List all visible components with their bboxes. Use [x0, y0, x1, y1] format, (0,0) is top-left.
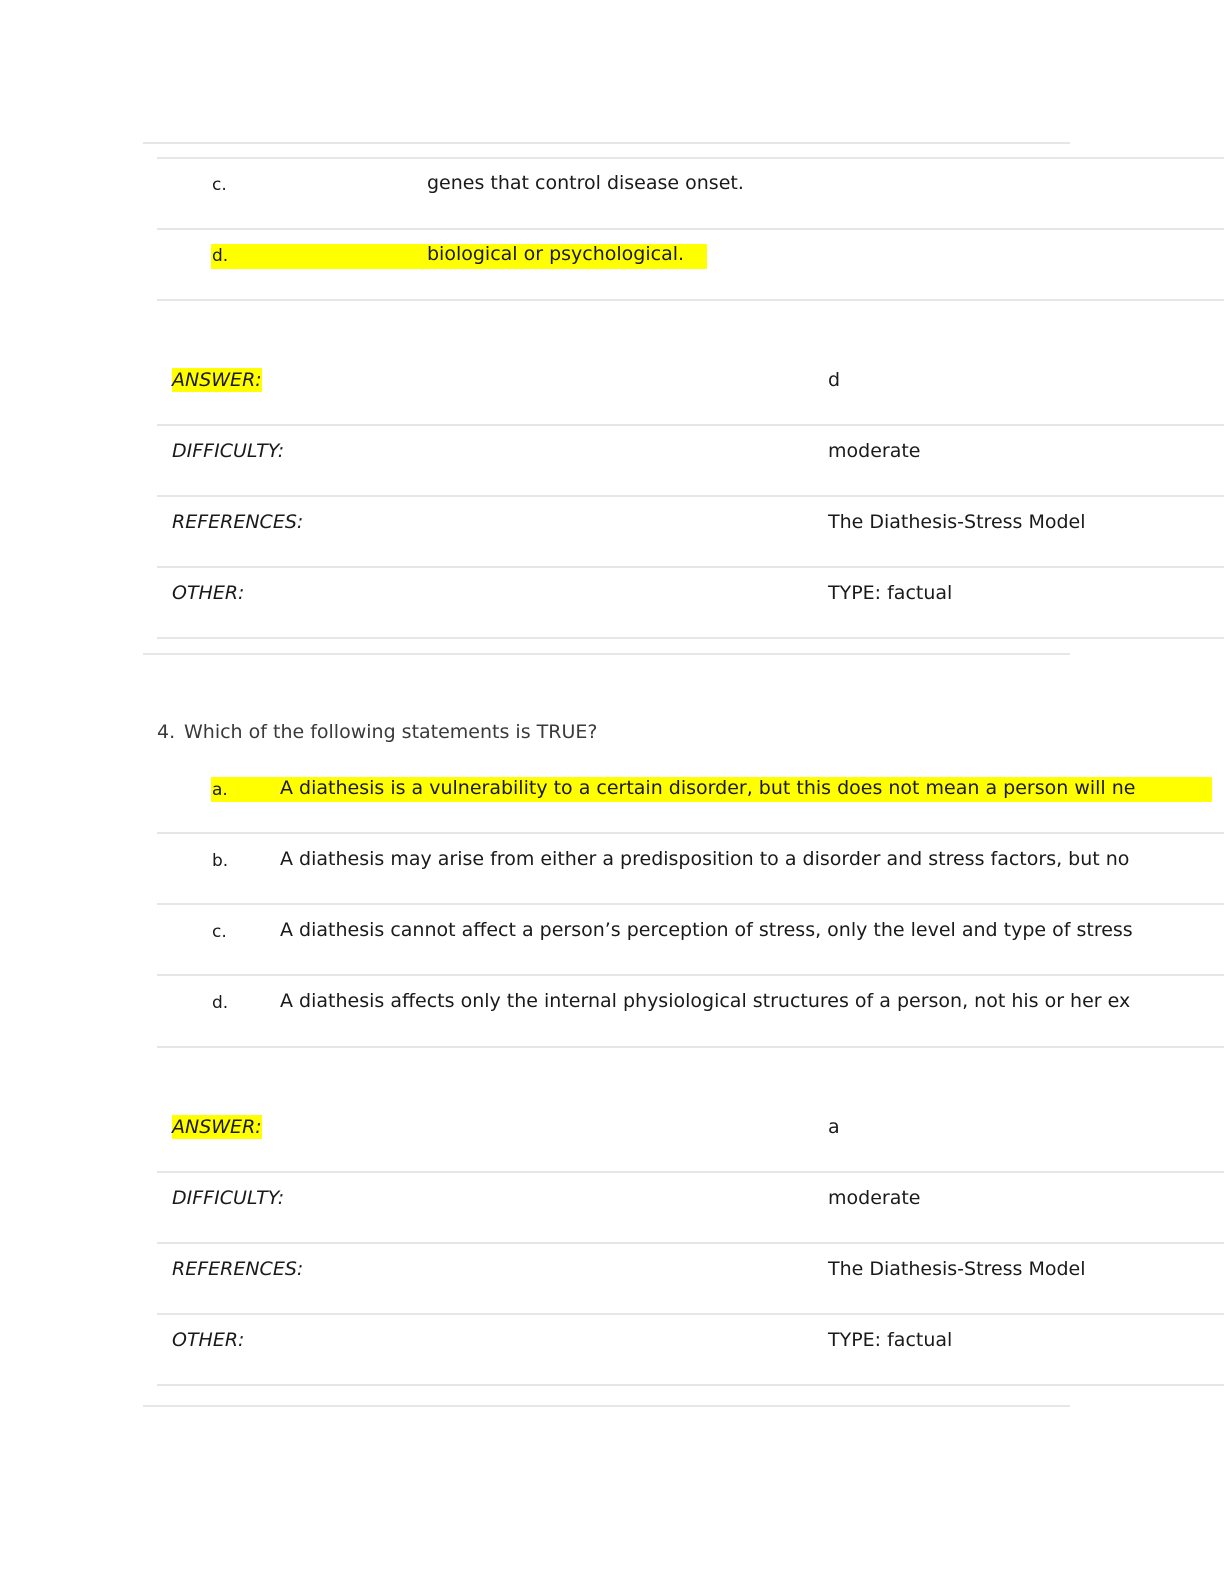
- answer-value: a: [828, 1116, 840, 1138]
- choice-letter: d.: [212, 246, 229, 266]
- answer-label: ANSWER:: [172, 369, 262, 391]
- row-divider: [157, 637, 1224, 639]
- row-divider: [157, 1384, 1224, 1386]
- row-divider: [157, 1242, 1224, 1244]
- row-divider: [157, 832, 1224, 834]
- row-divider: [157, 1046, 1224, 1048]
- references-value: The Diathesis-Stress Model: [828, 511, 1086, 533]
- question-text: Which of the following statements is TRUE?: [184, 721, 598, 743]
- row-divider: [157, 974, 1224, 976]
- other-label: OTHER:: [172, 582, 245, 604]
- row-divider: [157, 228, 1224, 230]
- row-divider: [157, 495, 1224, 497]
- choice-letter: c.: [212, 175, 227, 195]
- row-divider: [157, 424, 1224, 426]
- row-divider: [157, 566, 1224, 568]
- choice-text: genes that control disease onset.: [427, 172, 744, 194]
- choice-letter: c.: [212, 922, 227, 942]
- references-label: REFERENCES:: [172, 511, 304, 533]
- choice-text: A diathesis is a vulnerability to a certain disorder, but this does not mean a person will ne: [280, 777, 1136, 799]
- answer-value: d: [828, 369, 841, 391]
- row-divider: [157, 1171, 1224, 1173]
- choice-text: biological or psychological.: [427, 243, 685, 265]
- choice-letter: a.: [212, 780, 228, 800]
- difficulty-label: DIFFICULTY:: [172, 440, 285, 462]
- choice-letter: b.: [212, 851, 229, 871]
- choice-text: A diathesis cannot affect a person’s perception of stress, only the level and type of stress: [280, 919, 1133, 941]
- other-value: TYPE: factual: [828, 1329, 953, 1351]
- row-divider: [157, 157, 1224, 159]
- choice-letter: d.: [212, 993, 229, 1013]
- difficulty-value: moderate: [828, 1187, 921, 1209]
- choice-text: A diathesis may arise from either a predisposition to a disorder and stress factors, but no: [280, 848, 1130, 870]
- question-divider: [143, 653, 1070, 655]
- other-value: TYPE: factual: [828, 582, 953, 604]
- row-divider: [157, 903, 1224, 905]
- other-label: OTHER:: [172, 1329, 245, 1351]
- references-value: The Diathesis-Stress Model: [828, 1258, 1086, 1280]
- question-number: 4.: [157, 721, 176, 743]
- references-label: REFERENCES:: [172, 1258, 304, 1280]
- question-divider: [143, 1405, 1070, 1407]
- answer-label: ANSWER:: [172, 1116, 262, 1138]
- row-divider: [157, 1313, 1224, 1315]
- difficulty-label: DIFFICULTY:: [172, 1187, 285, 1209]
- choice-text: A diathesis affects only the internal physiological structures of a person, not his or her ex: [280, 990, 1131, 1012]
- row-divider: [157, 299, 1224, 301]
- difficulty-value: moderate: [828, 440, 921, 462]
- question-divider: [143, 142, 1070, 144]
